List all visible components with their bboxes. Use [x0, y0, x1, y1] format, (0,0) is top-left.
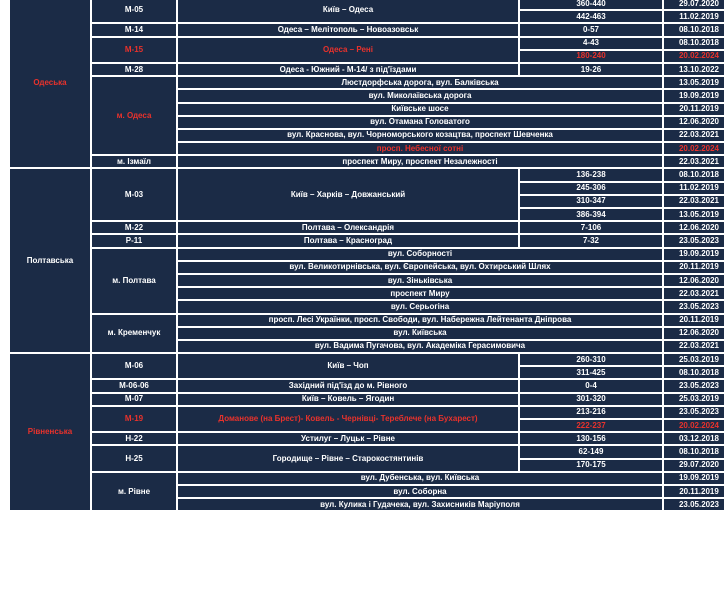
- street-name-cell: проспект Миру, проспект Незалежності: [178, 156, 662, 167]
- table-row: [10, 394, 724, 405]
- table-row: [10, 249, 724, 260]
- date-cell: 23.05.2023: [664, 301, 724, 312]
- km-range-cell: 7-32: [520, 235, 662, 246]
- street-name-cell: вул. Дубенська, вул. Київська: [178, 473, 662, 484]
- road-code-cell: Р-11: [92, 235, 176, 246]
- road-code-cell: М-06: [92, 354, 176, 378]
- km-range-cell: 301-320: [520, 394, 662, 405]
- km-range-cell: 310-347: [520, 196, 662, 207]
- street-name-cell: вул. Миколаївська дорога: [178, 90, 662, 101]
- road-code-cell: М-14: [92, 24, 176, 35]
- road-code-cell: М-19: [92, 407, 176, 431]
- region-cell: Рівненська: [10, 354, 90, 510]
- road-name-cell: Полтава – Красноград: [178, 235, 518, 246]
- table-row: [10, 380, 724, 391]
- street-name-cell: вул. Київська: [178, 328, 662, 339]
- road-name-cell: Київ – Чоп: [178, 354, 518, 378]
- road-name-cell: Західний під'їзд до м. Рівного: [178, 380, 518, 391]
- date-cell: 08.10.2018: [664, 169, 724, 180]
- date-cell: 23.05.2023: [664, 235, 724, 246]
- city-cell: м. Ізмаїл: [92, 156, 176, 167]
- km-range-cell: 62-149: [520, 446, 662, 457]
- km-range-cell: 0-57: [520, 24, 662, 35]
- km-range-cell: 7-106: [520, 222, 662, 233]
- road-code-cell: М-05: [92, 0, 176, 22]
- km-range-cell: 386-394: [520, 209, 662, 220]
- km-range-cell: 180-240: [520, 51, 662, 62]
- road-name-cell: Городище – Рівне – Старокостянтинів: [178, 446, 518, 470]
- street-name-cell: Люстдорфська дорога, вул. Балківська: [178, 77, 662, 88]
- date-cell: 08.10.2018: [664, 38, 724, 49]
- street-name-cell: вул. Серьогіна: [178, 301, 662, 312]
- table-row: [10, 77, 724, 88]
- date-cell: 25.03.2019: [664, 394, 724, 405]
- road-code-cell: М-03: [92, 169, 176, 220]
- date-cell: 20.02.2024: [664, 51, 724, 62]
- city-cell: м. Полтава: [92, 249, 176, 313]
- date-cell: 29.07.2020: [664, 0, 724, 9]
- date-cell: 08.10.2018: [664, 367, 724, 378]
- date-cell: 13.10.2022: [664, 64, 724, 75]
- street-name-cell: просп. Лесі Українки, просп. Свободи, вул. Набережна Лейтенанта Дніпрова: [178, 315, 662, 326]
- road-code-cell: М-28: [92, 64, 176, 75]
- km-range-cell: 170-175: [520, 460, 662, 471]
- road-code-cell: Н-22: [92, 433, 176, 444]
- km-range-cell: 130-156: [520, 433, 662, 444]
- km-range-cell: 260-310: [520, 354, 662, 365]
- date-cell: 12.06.2020: [664, 117, 724, 128]
- table-body: [10, 0, 724, 510]
- table-row: [10, 446, 724, 457]
- street-name-cell: вул. Соборна: [178, 486, 662, 497]
- city-cell: м. Одеса: [92, 77, 176, 154]
- date-cell: 22.03.2021: [664, 288, 724, 299]
- street-name-cell: вул. Зіньківська: [178, 275, 662, 286]
- road-code-cell: М-06-06: [92, 380, 176, 391]
- date-cell: 22.03.2021: [664, 341, 724, 352]
- street-name-cell: вул. Кулика і Гудачека, вул. Захисників Маріуполя: [178, 499, 662, 510]
- street-name-cell: вул. Великотирнівська, вул. Європейська, вул. Охтирський Шлях: [178, 262, 662, 273]
- road-name-cell: Київ – Ковель – Ягодин: [178, 394, 518, 405]
- table-row: [10, 235, 724, 246]
- km-range-cell: 222-237: [520, 420, 662, 431]
- region-cell: Одеська: [10, 0, 90, 167]
- km-range-cell: 0-4: [520, 380, 662, 391]
- road-name-cell: Полтава – Олександрія: [178, 222, 518, 233]
- date-cell: 20.02.2024: [664, 420, 724, 431]
- table-row: [10, 354, 724, 365]
- table-row: [10, 315, 724, 326]
- table-row: [10, 0, 724, 9]
- city-cell: м. Кременчук: [92, 315, 176, 353]
- table-row: [10, 433, 724, 444]
- date-cell: 23.05.2023: [664, 407, 724, 418]
- date-cell: 22.03.2021: [664, 130, 724, 141]
- km-range-cell: 136-238: [520, 169, 662, 180]
- road-name-cell: Одеса – Мелітополь – Новоазовськ: [178, 24, 518, 35]
- date-cell: 12.06.2020: [664, 328, 724, 339]
- date-cell: 13.05.2019: [664, 77, 724, 88]
- date-cell: 22.03.2021: [664, 196, 724, 207]
- date-cell: 13.05.2019: [664, 209, 724, 220]
- road-code-cell: М-07: [92, 394, 176, 405]
- table-row: [10, 222, 724, 233]
- date-cell: 20.11.2019: [664, 486, 724, 497]
- km-range-cell: 442-463: [520, 11, 662, 22]
- date-cell: 29.07.2020: [664, 460, 724, 471]
- date-cell: 20.11.2019: [664, 104, 724, 115]
- road-name-cell: Доманове (на Брест)- Ковель - Чернівці- Тереблече (на Бухарест): [178, 407, 518, 431]
- date-cell: 20.11.2019: [664, 262, 724, 273]
- street-name-cell: вул. Соборності: [178, 249, 662, 260]
- date-cell: 19.09.2019: [664, 473, 724, 484]
- date-cell: 11.02.2019: [664, 183, 724, 194]
- road-code-cell: М-22: [92, 222, 176, 233]
- date-cell: 19.09.2019: [664, 249, 724, 260]
- street-name-cell: вул. Отамана Головатого: [178, 117, 662, 128]
- road-repair-table: [8, 0, 724, 512]
- date-cell: 25.03.2019: [664, 354, 724, 365]
- road-name-cell: Київ – Одеса: [178, 0, 518, 22]
- table-row: [10, 64, 724, 75]
- region-cell: Полтавська: [10, 169, 90, 352]
- date-cell: 23.05.2023: [664, 499, 724, 510]
- km-range-cell: 245-306: [520, 183, 662, 194]
- km-range-cell: 311-425: [520, 367, 662, 378]
- city-cell: м. Рівне: [92, 473, 176, 511]
- street-name-cell: вул. Краснова, вул. Чорноморського козацтва, проспект Шевченка: [178, 130, 662, 141]
- km-range-cell: 19-26: [520, 64, 662, 75]
- date-cell: 19.09.2019: [664, 90, 724, 101]
- table-row: [10, 407, 724, 418]
- street-name-cell: Київське шосе: [178, 104, 662, 115]
- date-cell: 22.03.2021: [664, 156, 724, 167]
- date-cell: 12.06.2020: [664, 222, 724, 233]
- road-name-cell: Одеса – Рені: [178, 38, 518, 62]
- street-name-cell: вул. Вадима Пугачова, вул. Академіка Герасимовича: [178, 341, 662, 352]
- date-cell: 08.10.2018: [664, 446, 724, 457]
- road-name-cell: Київ – Харків – Довжанський: [178, 169, 518, 220]
- date-cell: 12.06.2020: [664, 275, 724, 286]
- street-name-cell: проспект Миру: [178, 288, 662, 299]
- date-cell: 11.02.2019: [664, 11, 724, 22]
- table-row: [10, 38, 724, 49]
- road-code-cell: Н-25: [92, 446, 176, 470]
- date-cell: 23.05.2023: [664, 380, 724, 391]
- km-range-cell: 360-440: [520, 0, 662, 9]
- km-range-cell: 4-43: [520, 38, 662, 49]
- road-name-cell: Устилуг – Луцьк – Рівне: [178, 433, 518, 444]
- road-name-cell: Одеса - Южний - М-14/ з під'їздами: [178, 64, 518, 75]
- date-cell: 20.02.2024: [664, 143, 724, 154]
- road-code-cell: М-15: [92, 38, 176, 62]
- date-cell: 03.12.2018: [664, 433, 724, 444]
- table-row: [10, 473, 724, 484]
- km-range-cell: 213-216: [520, 407, 662, 418]
- table-row: [10, 169, 724, 180]
- date-cell: 08.10.2018: [664, 24, 724, 35]
- date-cell: 20.11.2019: [664, 315, 724, 326]
- table-row: [10, 24, 724, 35]
- street-name-cell: просп. Небесної сотні: [178, 143, 662, 154]
- table-row: [10, 156, 724, 167]
